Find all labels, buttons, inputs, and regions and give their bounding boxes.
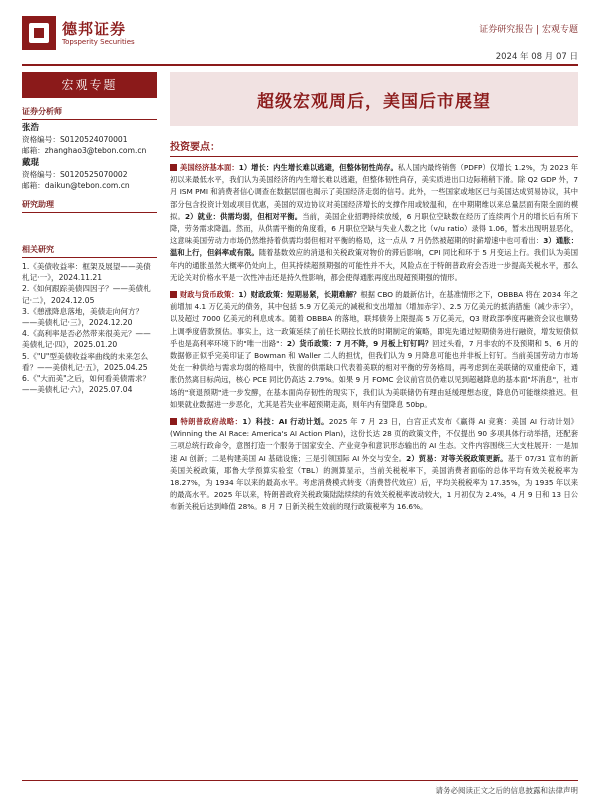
report-header [0,0,600,70]
analyst-cert: 资格编号：S0120525070002 [22,170,128,179]
report-title: 超级宏观周后，美国后市展望 [257,91,491,112]
category-band: 宏观专题 [22,72,157,98]
related-report-link[interactable]: 1.《美债收益率：框架及展望——美债札记·一》，2024.11.21 [22,262,151,283]
sidebar [22,72,157,395]
related-section [22,244,157,395]
main-content [170,72,578,514]
analyst-heading: 证券分析师 [22,106,157,120]
paragraph-lead: 特朗普政府战略： [180,417,243,427]
analyst-cert: 资格编号：S0120524070001 [22,135,128,144]
assistant-section [22,199,157,236]
document-type: 证券研究报告 | 宏观专题 [479,25,578,35]
related-heading: 相关研究 [22,244,157,258]
bullet-square-icon [170,418,177,425]
analyst-section [22,106,157,191]
related-report-link[interactable]: 6.《"大而美"之后，如何看美债需求？——美债札记·六》，2025.07.04 [22,374,151,395]
paragraph-lead: 财政与货币政策： [180,290,239,300]
brand-logo-icon [22,16,56,50]
analyst-name: 张浩 [22,123,40,133]
economy-paragraph: 美国经济基本面：1）增长：内生增长难以逃避，但整体韧性尚存。私人国内最终销售（PDFP）仅增长 1.2%，为 2023 年初以来最低水平，我们认为美国经济的内生增长难以逃避，但整体韧性尚存，美实质进出口边际稍稍下滑。除 Q2 GDP 外，7 月 ISM PMI 和消费者信心调查在数据层面也揭示了美国经济走弱的信号。此外，一些国家或地区已与美国达成贸易协议，其中部分包含投资计划或项目优惠，美国的双边协议对美国经济增长的支撑作用或较温和，在中期期维以来总量层面有限全面的模拟。2）就业：供需均弱，但相对平衡。当前，美国企业招聘持续放缓，6 月职位空缺数在经历了连续两个月的增长后有所下降，劳务需求降温。然而，从供需平衡的角度看，6 月职位空缺与失业人数之比（v/u ratio）录得 1.06，暂未出现明显恶化，这意味美国劳动力市场仍然维持着供需均弱但相对平衡的格局，这一点从 7 月仍然被超期的时薪增速中也可看出：3）通胀：温和上行，但斜率或有限。随着基数效应的消退和关税政策对物价的滞后影响，CPI 同比和环于 5 月变运上行。我们认为美国年内的通胀虽然大概率仍处向上，但其持续超预期强的可能性并不大，风险点在于特朗普政府会否进一步提高关税水平，那么无论关对价格水平是一次性冲击还是持久性影响，都会使得通胀再度出现超预期强的情形。 [170,163,579,282]
brand-name-en: Topsperity Securities [62,37,135,46]
brand-logo [22,16,135,50]
assistant-heading: 研究助理 [22,199,157,213]
report-date: 2024 年 08 月 07 日 [495,52,578,62]
policy-paragraph: 财政与货币政策：1）财政政策：短期易紧，长期难解？根据 CBO 的最新估计，在基准情形之下，OBBBA 将在 2034 年之前增加 4.1 万亿美元的债务，其中包括 5.9 万亿美元的减税和支出增加（增加赤字）、2.5 万亿美元的抵消措施（减少赤字），以及超过 7000 亿美元的利息成本。随着 OBBBA 的落地，联邦债务上限提高 5 万亿美元，Q3 财政部季度再融资会议也顺势上调季度借款预估。事实上，这一政策延续了前任长期拉长放的时期制定的策略，即宪先通过短期债务进行融资，增发短债似乎也是高利率环境下的"唯一出路"：2）货币政策：7 月不降，9 月板上钉钉吗？回过头看，7 月非农的不及预期和 5、6 月的数据修正似乎完美印证了 Bowman 和 Waller 二人的担忧，但我们认为 9 月降息可能也并非板上钉钉。当前美国劳动力市场处在一种供给与需求均弱的格局中，铁窗的供需缺口代表着美联的相对平衡的劳务格局，再考虑到在美联储的双重使命下，通胀仍然离目标尚远，核心 PCE 同比仍高达 2.79%。如果 9 月 FOMC 会议前官员仍难以见到超越降息的基本面"坏消息"，社市场的"衰退预期"进一步发酵，在基本面尚存韧性的现实下，我们认为美联储仍有理由延缓理想态度，降息仍可能继续推迟。但如果就业数据进一步恶化，尤其是若失业率超预期走高，则年内有望降息 50bp。 [170,290,579,409]
title-banner [170,72,578,126]
strategy-paragraph: 特朗普政府战略：1）科技：AI 行动计划。2025 年 7 月 23 日，白宫正式发布《赢得 AI 竞赛：美国 AI 行动计划》(Winning the AI Race: America's AI Action Plan)，这份长达 28 页的政策文件，不仅提出 90 多项具体行动举措，还配套三项总统行政命令，意图打造一个服务于国家安全、产业竞争和意识形态输出的 AI 生态。文件内容围绕三大支柱展开：一是加速 AI 创新；二是构建美国 AI 基础设施；三是引领国际 AI 外交与安全。2）贸易：对等关税政策更新。基于 07/31 宣布的新美国关税政策，耶鲁大学预算实验室（TBL）的测算显示，当前关税税率下，美国消费者面临的总体平均有效关税税率为 18.27%，为 1934 年以来的最高水平。考虑消费模式转变（消费替代效应）后，平均关税税率为 17.35%，为 1935 年以来的最高水平。2025 年以来，特朗普政府关税政策陆陆续续的有效关税税率波动较大，1 月初仅为 2.4%，4 月 9 日和 13 日公布新关税后达到峰值 28%。8 月 7 日新关税生效前的现行政策税率为 16.6%。 [170,417,578,512]
related-report-link[interactable]: 4.《高利率是否必然带来很美元？——美债札记·四》，2025.01.20 [22,329,151,350]
bullet-square-icon [170,291,177,298]
related-report-link[interactable]: 2.《如何跟踪美债四因子？——美债札记·二》，2024.12.05 [22,284,151,305]
disclaimer-text: 请务必阅读正文之后的信息披露和法律声明 [435,786,578,795]
related-report-link[interactable]: 3.《憩涨降息落地，美债走向何方？——美债札记·三》，2024.12.20 [22,306,144,328]
bullet-square-icon [170,164,177,171]
analyst-email[interactable]: 邮箱：daikun@tebon.com.cn [22,181,130,190]
header-divider [22,64,578,66]
analyst-name: 戴琨 [22,158,40,168]
related-report-link[interactable]: 5.《"U"型美债收益率曲线的未来怎么看？——美债札记·五》，2025.04.25 [22,351,149,372]
paragraph-lead: 美国经济基本面： [180,163,239,172]
brand-name-cn: 德邦证券 [62,19,127,38]
footer-divider [22,780,578,781]
key-points-heading: 投资要点： [170,138,578,157]
analyst-email[interactable]: 邮箱：zhanghao3@tebon.com.cn [22,146,147,155]
